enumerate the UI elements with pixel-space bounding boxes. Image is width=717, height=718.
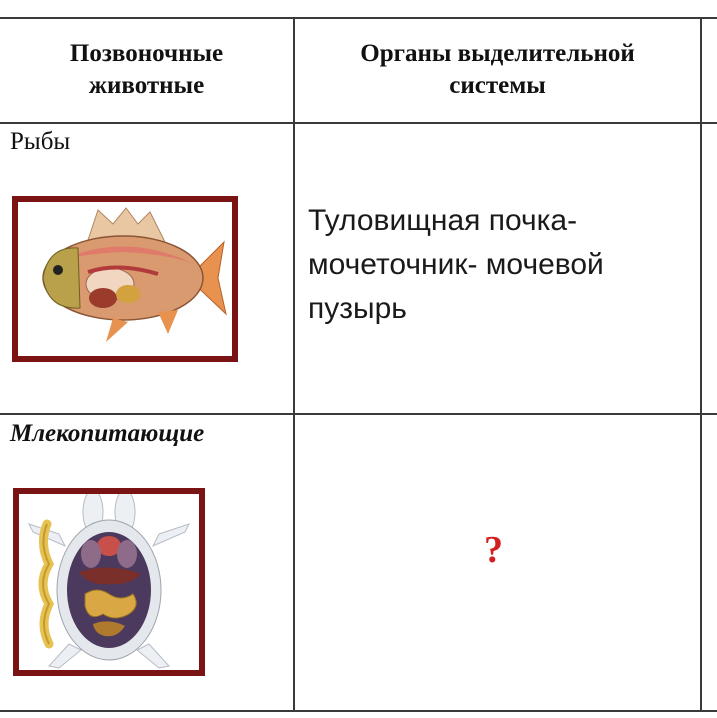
table-border-right: [700, 17, 702, 712]
header-vertebrates: [0, 18, 293, 122]
animal-label-mammals: Млекопитающие: [10, 420, 205, 447]
rabbit-image-frame: [13, 488, 205, 676]
fish-excretory-organs: Туловищная почка- мочеточник- мочевой пузырь: [308, 204, 604, 325]
fish-image-frame: [12, 196, 238, 362]
table-border-bottom: [0, 710, 717, 712]
header-excretory-organs-text: Органы выделительной системы: [360, 40, 635, 99]
animal-label-fish: Рыбы: [10, 128, 71, 155]
table-header-divider: [0, 122, 717, 124]
mammals-excretory-organs-question: ?: [484, 529, 503, 571]
header-vertebrates-text: Позвоночные животные: [69, 40, 224, 99]
table-row-divider: [0, 413, 717, 415]
header-excretory-organs: [295, 18, 700, 122]
fish-anatomy-icon: [18, 202, 232, 356]
rabbit-anatomy-icon: [19, 494, 199, 670]
